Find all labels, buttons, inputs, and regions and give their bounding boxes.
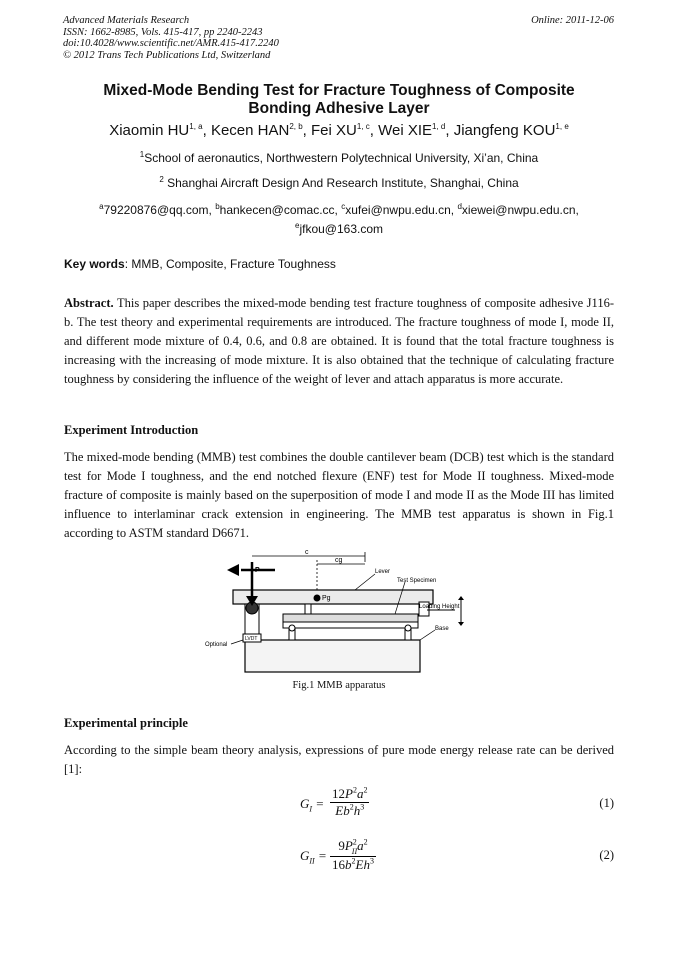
title-line-2: Bonding Adhesive Layer — [248, 100, 430, 117]
label-lvdt: LVDT — [245, 636, 258, 642]
journal-header — [63, 15, 279, 61]
label-loading-height: Loading Height — [419, 604, 460, 610]
author: Xiaomin HU$^{1, a}$ — [109, 122, 203, 139]
test-specimen-lower — [283, 622, 418, 628]
test-specimen — [283, 614, 418, 622]
author: Kecen HAN$^{2, b}$ — [210, 122, 303, 139]
equation-number: (1) — [599, 796, 614, 810]
label-pg: Pg — [322, 595, 331, 602]
principle-text: According to the simple beam theory analysis, expressions of pure mode energy release rate can be derived [1]: — [64, 743, 614, 776]
email[interactable]: $^e$jfkou@163.com — [294, 221, 383, 236]
roller-right — [405, 625, 411, 631]
section-heading-principle: Experimental principle — [64, 716, 188, 730]
author: Fei XU$^{1, c}$ — [311, 122, 370, 139]
introduction-text: The mixed-mode bending (MMB) test combines the double cantilever beam (DCB) test which is the standard test for Mode I toughness, and the end notched flexure (ENF) test for Mode II toughness. Mixed-mode fracture of composite is mainly based on the superposition of mode I and mode II as the Mode III has limited influence to interlaminar crack extension in engineering. The MMB test apparatus is shown in Fig.1 according to ASTM standard D6671. — [64, 450, 614, 540]
author: Jiangfeng KOU$^{1, e}$ — [453, 122, 569, 139]
online-date: Online: 2011-12-06 — [531, 15, 614, 26]
email[interactable]: $^a$79220876@qq.com, — [99, 202, 216, 217]
label-optional: Optional — [205, 642, 228, 648]
base-block — [245, 640, 420, 672]
abstract-label: Abstract. — [64, 296, 114, 310]
section-heading-introduction: Experiment Introduction — [64, 423, 199, 437]
title-line-1: Mixed-Mode Bending Test for Fracture Toughness of Composite — [103, 82, 575, 99]
label-c: c — [305, 549, 309, 556]
doi: doi:10.4028/www.scientific.net/AMR.415-417.2240 — [63, 38, 279, 49]
direction-arrow — [227, 564, 239, 576]
keywords — [64, 257, 336, 271]
equation-fraction: $\frac{12P^2a^2}{Eb^2h^3}$ — [332, 785, 368, 818]
author-list: Xiaomin HU$^{1, a}$, Kecen HAN$^{2, b}$, Fei XU$^{1, c}$, Wei XIE$^{1, d}$, Jiangfeng KOU$^{1, e}$ — [109, 122, 569, 139]
affiliation-1: $^1$School of aeronautics, Northwestern Polytechnical University, Xi’an, China — [139, 150, 539, 165]
pg-mark — [314, 595, 321, 602]
equation-number: (2) — [599, 848, 614, 862]
equation-lhs: $G_I$ = — [300, 796, 325, 814]
issn: ISSN: 1662-8985, Vols. 415-417, pp 2240-2243 — [63, 26, 263, 38]
abstract-text: This paper describes the mixed-mode bending test fracture toughness of composite adhesive J116-b. The test theory and experimental requirements are introduced. The fracture toughness of mode I, mode II, and different mode mixture of 0.4, 0.6, and 0.8 are obtained. It is found that the total fracture toughness is increasing with the increasing of mode mixture. It is also obtained that the technique of calculating fracture toughness by considering the influence of the weight of lever and attach apparatus is more accurate. — [64, 296, 614, 386]
keywords-text: : MMB, Composite, Fracture Toughness — [124, 257, 336, 271]
paper-title — [60, 82, 618, 118]
label-base: Base — [435, 626, 449, 632]
saddle — [305, 604, 311, 614]
label-p: P — [255, 567, 260, 574]
equation-fraction: $9P^2_{II}a^2$ $16b^2Eh^3$ — [332, 837, 374, 872]
email[interactable]: $^c$xufei@nwpu.edu.cn, — [341, 202, 458, 217]
roller-left — [289, 625, 295, 631]
affiliation-2: $^2$ Shanghai Aircraft Design And Research Institute, Shanghai, China — [159, 175, 519, 190]
label-specimen: Test Specimen — [397, 578, 437, 584]
author: Wei XIE$^{1, d}$ — [378, 122, 446, 139]
equation-lhs: $G_{II}$ = — [300, 848, 327, 866]
label-cg: cg — [335, 557, 343, 564]
mmb-apparatus-figure — [205, 548, 475, 676]
email[interactable]: $^b$hankecen@comac.cc, — [215, 202, 342, 217]
keywords-label: Key words — [64, 257, 125, 271]
journal-name: Advanced Materials Research — [63, 15, 190, 26]
lever — [233, 590, 433, 604]
email-list — [70, 201, 608, 239]
figure-caption: Fig.1 MMB apparatus — [292, 680, 386, 691]
copyright: © 2012 Trans Tech Publications Ltd, Switzerland — [63, 49, 271, 61]
label-lever: Lever — [375, 569, 391, 575]
email[interactable]: $^d$xiewei@nwpu.edu.cn, — [457, 202, 579, 217]
abstract — [64, 294, 614, 389]
